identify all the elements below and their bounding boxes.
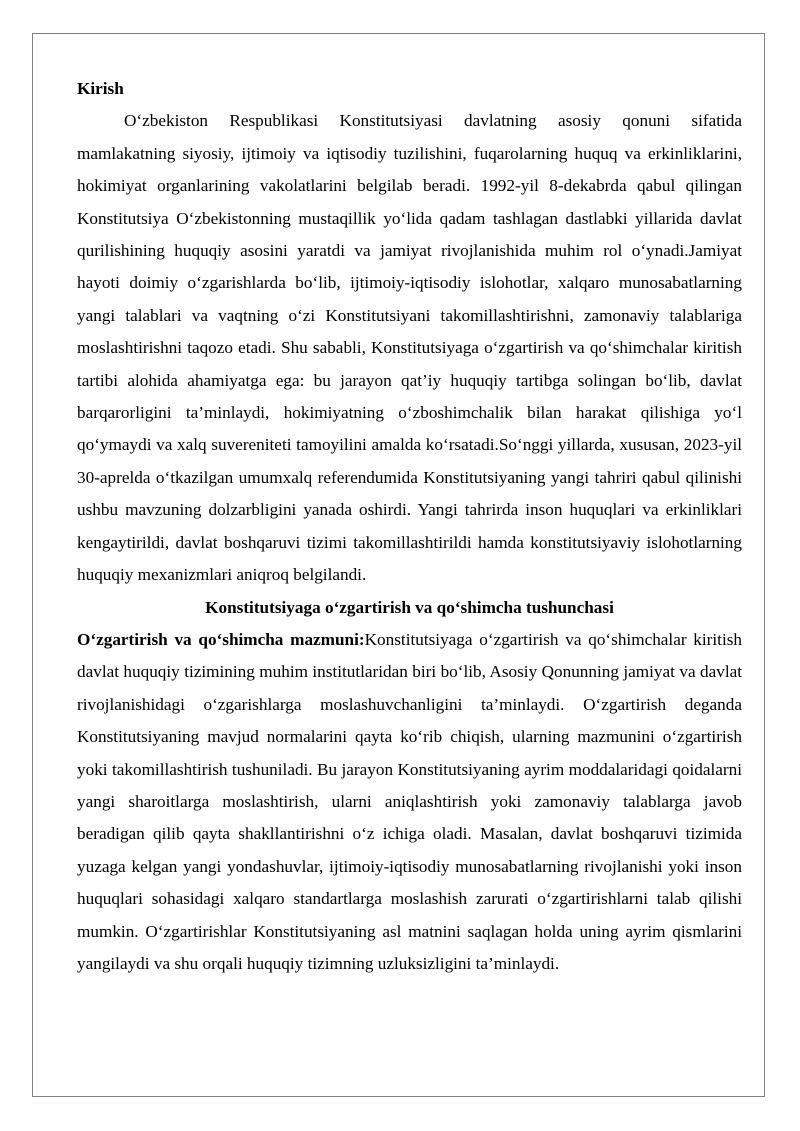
section-lead: O‘zgartirish va qo‘shimcha mazmuni: <box>77 629 365 649</box>
intro-heading: Kirish <box>77 79 124 98</box>
document-body <box>77 73 742 980</box>
section-paragraph: Konstitutsiyaga o‘zgartirish va qo‘shimchalar kiritish davlat huquqiy tizimining muhim institutlaridan biri bo‘lib, Asosiy Qonunning jamiyat va davlat rivojlanishidagi o‘zgarishlarga moslashuvchanligini ta’minlaydi. O‘zgartirish deganda Konstitutsiyaning mavjud normalarini qayta ko‘rib chiqish, ularning mazmunini o‘zgartirish yoki takomillashtirish tushuniladi. Bu jarayon Konstitutsiyaning ayrim moddalaridagi qoidalarni yangi sharoitlarga moslashtirish, ularni aniqlashtirish yoki zamonaviy talablarga javob beradigan qilib qayta shakllantirishni o‘z ichiga oladi. Masalan, davlat boshqaruvi tizimida yuzaga kelgan yangi yondashuvlar, ijtimoiy-iqtisodiy munosabatlarning rivojlanishi yoki inson huquqlari sohasidagi xalqaro standartlarga moslashish zarurati o‘zgartirishlarni talab qilishi mumkin. O‘zgartirishlar Konstitutsiyaning asl matnini saqlagan holda uning ayrim qismlarini yangilaydi va shu orqali huquqiy tizimning uzluksizligini ta’minlaydi. <box>77 629 742 973</box>
section-title: Konstitutsiyaga o‘zgartirish va qo‘shimcha tushunchasi <box>205 597 614 617</box>
section-paragraph-block <box>77 624 742 980</box>
intro-paragraph: O‘zbekiston Respublikasi Konstitutsiyasi davlatning asosiy qonuni sifatida mamlakatning siyosiy, ijtimoiy va iqtisodiy tuzilishini, fuqarolarning huquq va erkinliklarini, hokimiyat organlarining vakolatlarini belgilab beradi. 1992-yil 8-dekabrda qabul qilingan Konstitutsiya O‘zbekistonning mustaqillik yo‘lida qadam tashlagan dastlabki yillarida davlat qurilishining huquqiy asosini yaratdi va jamiyat rivojlanishida muhim rol o‘ynadi.Jamiyat hayoti doimiy o‘zgarishlarda bo‘lib, ijtimoiy-iqtisodiy islohotlar, xalqaro munosabatlarning yangi talablari va vaqtning o‘zi Konstitutsiyani takomillashtirishni, zamonaviy talablariga moslashtirishni taqozo etadi. Shu sababli, Konstitutsiyaga o‘zgartirish va qo‘shimchalar kiritish tartibi alohida ahamiyatga ega: bu jarayon qat’iy huquqiy tartibga solingan bo‘lib, davlat barqarorligini ta’minlaydi, hokimiyatning o‘zboshimchalik bilan harakat qilishiga yo‘l qo‘ymaydi va xalq suvereniteti tamoyilini amalda ko‘rsatadi.So‘nggi yillarda, xususan, 2023-yil 30-aprelda o‘tkazilgan umumxalq referendumida Konstitutsiyaning yangi tahriri qabul qilinishi ushbu mavzuning dolzarbligini yanada oshirdi. Yangi tahrirda inson huquqlari va erkinliklari kengaytirildi, davlat boshqaruvi tizimi takomillashtirildi hamda konstitutsiyaviy islohotlarning huquqiy mexanizmlari aniqroq belgilandi. <box>77 111 742 585</box>
